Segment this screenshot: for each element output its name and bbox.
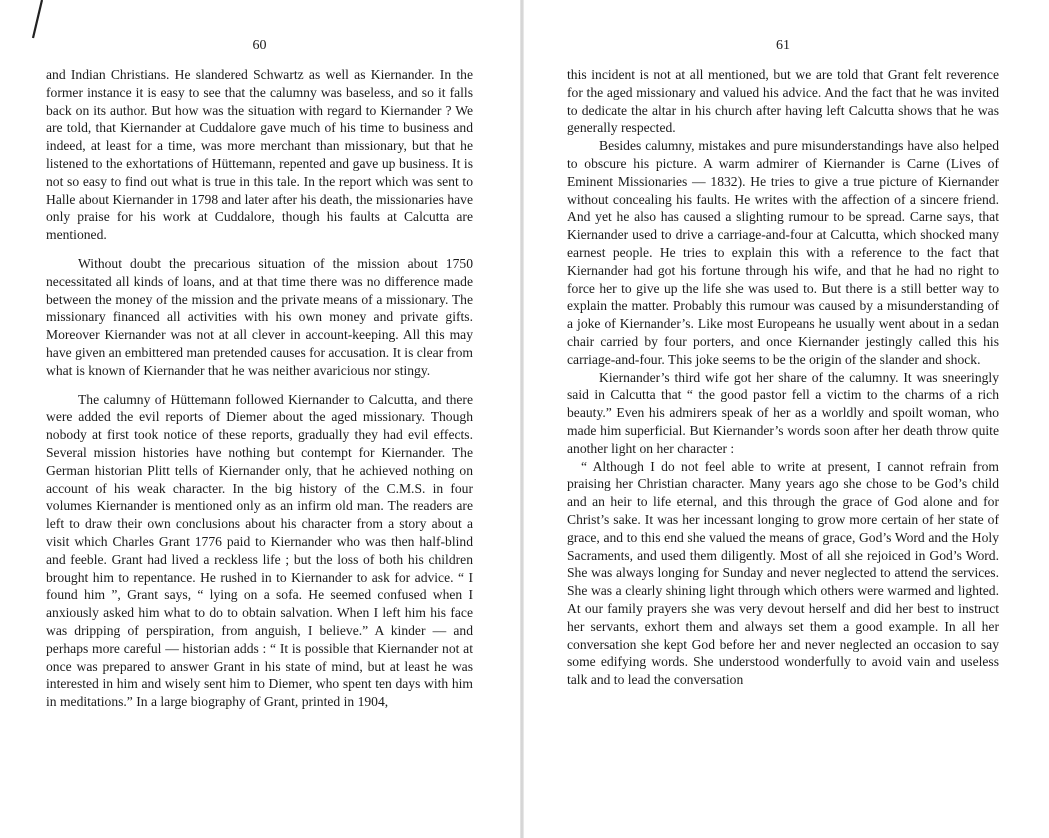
paragraph: and Indian Christians. He slandered Schwartz as well as Kiernander. In the former instance it is easy to see that the calumny was baseless, and so it falls back on its author. But how was the situation with regard to Kiernander ? We are told, that Kiernander at Cuddalore gave much of his time to business and indeed, at least for a time, was more merchant than missionary, but that he listened to the exhortations of Hüttemann, repented and gave up business. It is not so easy to find out what is true in this tale. In the report which was sent to Halle about Kiernander in 1798 and later after his death, the missionaries have only praise for his work at Cuddalore, though his faults at Calcutta are mentioned. <box>46 67 473 243</box>
paragraph: Kiernander’s third wife got her share of the calumny. It was sneeringly said in Calcutta that “ the good pastor fell a victim to the charms of a rich beauty.” Even his admirers speak of her as a worldly and spoilt woman, who made him superficial. But Kiernander’s words soon after her death throw quite another light on her character : <box>567 369 999 456</box>
right-page <box>567 38 999 689</box>
page-body <box>567 66 999 689</box>
quoted-letter: “ Although I do not feel able to write at present, I cannot refrain from praising her Christian character. Many years ago she chose to be God’s child and an heir to life eternal, and this through the grace of God alone and for Christ’s sake. It was her incessant longing to grow more certain of her state of grace, and to this end she valued the means of grace, God’s Word and the Holy Sacraments, and used them diligently. Most of all she rejoiced in God’s Word. She was always longing for Sunday and never neglected to attend the services. She was a clearly shining light through which others were warmed and lighted. At our family prayers she was very devout herself and did her best to instruct her servants, exhort them and always set them a good example. In all her conversation she kept God before her and never neglected an occasion to say some edifying words. She understood wonderfully to avoid vain and useless talk and to lead the conversation <box>567 458 999 688</box>
page-number: 61 <box>776 38 790 53</box>
paragraph: this incident is not at all mentioned, but we are told that Grant felt reverence for the aged missionary and valued his advice. And the fact that he was invited to dedicate the altar in his church after having left Calcutta shows that he was generally respected. <box>567 67 999 136</box>
paragraph: Besides calumny, mistakes and pure misunderstandings have also helped to obscure his picture. A warm admirer of Kiernander is Carne (Lives of Eminent Missionaries — 1832). He tries to give a true picture of Kiernander without concealing his faults. He writes with the affection of a sincere friend. And yet he also has caused a slighting rumour to be spread. Carne says, that Kiernander used to drive a carriage-and-four at Calcutta, which shocked many earnest people. He tries to explain this with a reference to the fact that Kiernander had got his fortune through his wife, and that he had no right to force her to give up the life she was used to. But there is a still better way to explain the matter. Probably this rumour was caused by a misunderstanding of a joke of Kiernander’s. Like most Europeans he usually went about in a sedan chair carried by four porters, and once Kiernander jestingly called this his carriage-and-four. This joke seems to be the origin of the slander and shock. <box>567 138 999 367</box>
book-gutter <box>520 0 524 838</box>
paragraph: Without doubt the precarious situation of the mission about 1750 necessitated all kinds of loans, and at that time there was no difference made between the money of the mission and the private means of a missionary. The missionary financed all activities with his own money and private gifts. Moreover Kiernander was not at all clever in account-keeping. All this may have given an embittered man pretended causes for accusation. It is clear from what is known of Kiernander that he was neither avaricious nor stingy. <box>46 255 473 378</box>
left-page <box>46 38 473 711</box>
paragraph: The calumny of Hüttemann followed Kiernander to Calcutta, and there were added the evil reports of Diemer about the aged missionary. Though nobody at first took notice of these reports, gradually they had evil effects. Several mission histories have nothing but contempt for Kiernander. The German historian Plitt tells of Kiernander only, that he achieved nothing on account of his weak character. In the big history of the C.M.S. in four volumes Kiernander is mentioned only as an infirm old man. The readers are left to draw their own conclusions about his character from a story about a visit which Charles Grant 1776 paid to Kiernander who was then half-blind and feeble. Grant had lived a reckless life ; but the loss of both his children brought him to repentance. He rushed in to Kiernander to ask for advice. “ I found him ”, Grant says, “ lying on a sofa. He seemed confused when I anxiously asked him what to do to obtain salvation. When I left him his face was dripping of perspiration, from anguish, I believe.” A kinder — and perhaps more careful — historian adds : “ It is possible that Kiernander not at once was prepared to answer Grant in his state of mind, but at least he was interested in him and wisely sent him to Diemer, who spent ten days with him in meditations.” In a large biography of Grant, printed in 1904, <box>46 391 473 710</box>
page-body <box>46 66 473 711</box>
page-number: 60 <box>252 38 267 53</box>
